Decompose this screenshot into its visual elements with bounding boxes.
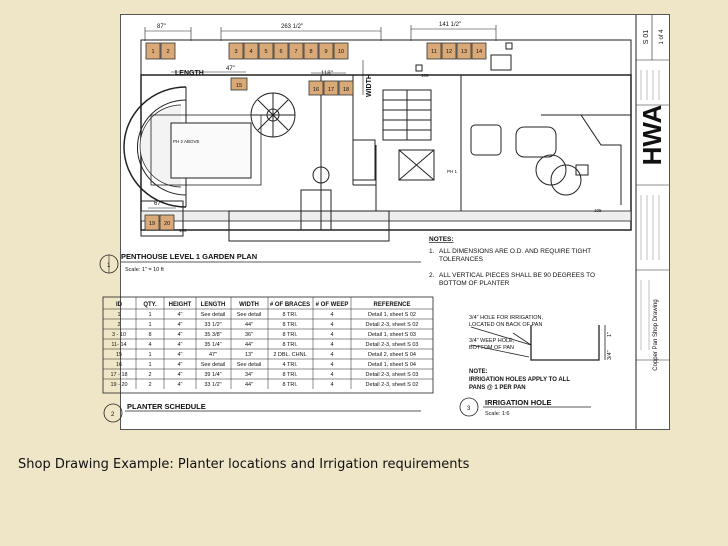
irrigation-note-line1: IRRIGATION HOLES APPLY TO ALL <box>469 377 571 383</box>
schedule-title: PLANTER SCHEDULE <box>127 402 206 411</box>
drawing-svg <box>107 15 669 429</box>
schedule-cell: 4" <box>177 372 183 378</box>
schedule-title-num: 2 <box>111 412 115 418</box>
schedule-cell: See detail <box>236 312 262 318</box>
planter-label: 9 <box>324 49 328 55</box>
slide-caption: Shop Drawing Example: Planter locations and Irrigation requirements <box>18 457 470 472</box>
schedule-cell: 2 <box>148 372 152 378</box>
schedule-cell: 4" <box>177 362 183 368</box>
hole-note-1: 3/4" HOLE FOR IRRIGATION, <box>469 315 543 321</box>
th-qty: QTY. <box>143 302 157 308</box>
schedule-cell: 4" <box>177 322 183 328</box>
ph1-label: PH 1 <box>447 169 458 174</box>
schedule-cell: 1 <box>148 322 152 328</box>
th-height: HEIGHT <box>168 302 192 308</box>
schedule-cell: Detail 2-3, sheet S 02 <box>365 382 419 388</box>
ph2-label: PH 2 ABOVE <box>173 139 200 144</box>
schedule-cell: 4 <box>330 342 334 348</box>
irrigation-note-line2: PANS @ 1 PER PAN <box>469 385 526 391</box>
schedule-cell: 15 <box>115 352 123 358</box>
notes-heading: NOTES: <box>429 236 454 243</box>
irrigation-scale: Scale: 1:6 <box>485 411 510 417</box>
schedule-cell: 8 TRI. <box>282 312 298 318</box>
sheet-page: 1 of 4 <box>659 29 665 45</box>
schedule-cell: 17 - 18 <box>110 372 128 378</box>
schedule-cell: 19 - 20 <box>110 382 128 388</box>
planter-label: 12 <box>445 49 453 55</box>
room-106: 106 <box>421 73 429 78</box>
schedule-cell: 4 <box>330 312 334 318</box>
schedule-cell: 4 <box>330 362 334 368</box>
planter-label: 10 <box>337 49 345 55</box>
schedule-cell: 35 1/4" <box>204 342 222 348</box>
schedule-cell: 47" <box>208 352 218 358</box>
schedule-cell: 33 1/2" <box>204 382 222 388</box>
dim-34: 3/4" <box>607 350 613 360</box>
note-2-num: 2. <box>429 272 435 279</box>
irrigation-note-heading: NOTE: <box>469 369 488 375</box>
schedule-cell: 4 <box>330 382 334 388</box>
schedule-cell: 1 <box>148 362 152 368</box>
room-105: 105 <box>594 208 602 213</box>
planter-label: 2 <box>166 49 170 55</box>
th-weep: # OF WEEP <box>315 302 349 308</box>
schedule-cell: 4" <box>177 382 183 388</box>
plan-title <box>100 252 421 273</box>
schedule-cell: 36" <box>244 332 254 338</box>
schedule-cell: See detail <box>200 362 226 368</box>
planter-label: 11 <box>431 49 437 55</box>
schedule-cell: 8 <box>148 332 152 338</box>
plan-title-num: 1 <box>107 263 111 269</box>
width-label: WIDTH <box>366 74 373 97</box>
planter-label: 17 <box>327 87 335 93</box>
schedule-cell: 1 <box>148 352 152 358</box>
schedule-cell: 44" <box>244 342 254 348</box>
weep-note-2: BOTTOM OF PAN <box>469 345 515 351</box>
note-2-line1: ALL VERTICAL PIECES SHALL BE 90 DEGREES TO <box>439 272 596 279</box>
schedule-cell: 44" <box>244 322 254 328</box>
th-braces: # OF BRACES <box>269 302 311 308</box>
dim-141: 141 1/2" <box>439 22 462 28</box>
planter-label: 6 <box>279 49 283 55</box>
note-2-line2: BOTTOM OF PLANTER <box>439 280 510 287</box>
schedule-cell: 8 TRI. <box>282 332 298 338</box>
sheet-number: S 01 <box>643 29 650 45</box>
schedule-cell: 13" <box>244 352 254 358</box>
drawing-sheet <box>107 14 670 430</box>
schedule-cell: See detail <box>236 362 262 368</box>
notes-block <box>429 236 595 287</box>
schedule-cell: 4" <box>177 332 183 338</box>
schedule-cell: 2 <box>148 382 152 388</box>
schedule-cell: Detail 2, sheet S 04 <box>367 352 417 358</box>
planter-label: 1 <box>151 49 155 55</box>
length-label: LENGTH <box>175 70 204 77</box>
project-title: Copper Pan Shop Drawing <box>653 299 659 371</box>
schedule-cell: 11- 14 <box>111 342 127 348</box>
planter-label: 3 <box>234 49 238 55</box>
schedule-cell: Detail 1, sheet S 02 <box>367 312 417 318</box>
planter-label: 18 <box>342 87 350 93</box>
schedule-cell: Detail 2-3, sheet S 03 <box>365 372 419 378</box>
planter-label: 20 <box>163 221 171 227</box>
schedule-cell: 4 <box>330 372 334 378</box>
schedule-cell: 4 <box>330 322 334 328</box>
planter-label: 7 <box>294 49 298 55</box>
hole-note-2: LOCATED ON BACK OF PAN <box>469 322 543 328</box>
irrigation-title-num: 3 <box>467 406 471 412</box>
schedule-cell: 2 DBL. CHNL <box>273 352 307 358</box>
planter-label: 15 <box>235 83 243 89</box>
schedule-cell: 35 3/8" <box>204 332 222 338</box>
schedule-cell: 4 <box>330 332 334 338</box>
schedule-cell: 8 TRI. <box>282 322 298 328</box>
planter-label: 16 <box>312 87 320 93</box>
north-terrace <box>141 40 631 75</box>
th-reference: REFERENCE <box>373 302 411 308</box>
dim-263: 263 1/2" <box>281 24 304 30</box>
schedule-cell: 1 <box>148 312 152 318</box>
schedule-cell: 8 TRI. <box>282 382 298 388</box>
schedule-cell: 2 <box>117 322 121 328</box>
planter-label: 4 <box>249 49 253 55</box>
schedule-cell: See detail <box>200 312 226 318</box>
note-1-line1: ALL DIMENSIONS ARE O.D. AND REQUIRE TIGHT <box>439 248 592 255</box>
schedule-cell: 33 1/2" <box>204 322 222 328</box>
room-105b: 105 <box>179 228 187 233</box>
schedule-cell: 4" <box>177 352 183 358</box>
schedule-cell: 39 1/4" <box>204 372 222 378</box>
plan-scale: Scale: 1" = 10 ft <box>125 267 164 273</box>
schedule-header <box>116 302 411 308</box>
planter-label: 13 <box>460 49 468 55</box>
schedule-cell: 4" <box>177 312 183 318</box>
hwa-logo: HWA <box>637 104 667 166</box>
schedule-cell: 4 TRI. <box>282 362 298 368</box>
dim-118: 118" <box>321 71 333 77</box>
dim-1in: 1" <box>607 331 613 337</box>
plan-title-text: PENTHOUSE LEVEL 1 GARDEN PLAN <box>121 252 258 261</box>
planter-label: 14 <box>475 49 483 55</box>
note-1-line2: TOLERANCES <box>439 256 483 263</box>
th-width: WIDTH <box>239 302 259 308</box>
planter-schedule <box>103 297 433 422</box>
dim-67: 67" <box>154 201 163 207</box>
irrigation-title: IRRIGATION HOLE <box>485 398 552 407</box>
irrigation-detail <box>460 315 613 417</box>
dim-47: 47" <box>226 66 235 72</box>
th-length: LENGTH <box>200 302 226 308</box>
title-block <box>636 15 669 429</box>
weep-note-1: 3/4" WEEP HOLE, <box>469 338 515 344</box>
schedule-cell: 4 <box>330 352 334 358</box>
schedule-cell: 4" <box>177 342 183 348</box>
schedule-cell: Detail 1, sheet S 04 <box>367 362 417 368</box>
schedule-cell: 3 - 10 <box>111 332 127 338</box>
schedule-cell: Detail 2-3, sheet S 03 <box>365 342 419 348</box>
th-id: ID <box>116 302 122 308</box>
planter-label: 8 <box>309 49 313 55</box>
planter-label: 19 <box>148 221 156 227</box>
schedule-cell: 8 TRI. <box>282 342 298 348</box>
note-1-num: 1. <box>429 248 435 255</box>
schedule-cell: 34" <box>244 372 254 378</box>
schedule-cell: 16 <box>115 362 123 368</box>
schedule-body <box>110 312 418 388</box>
schedule-cell: Detail 2-3, sheet S 02 <box>365 322 419 328</box>
schedule-cell: 8 TRI. <box>282 372 298 378</box>
schedule-cell: 4 <box>148 342 152 348</box>
dim-87: 87" <box>157 24 166 30</box>
schedule-cell: Detail 1, sheet S 03 <box>367 332 417 338</box>
south-terrace <box>141 211 631 221</box>
schedule-cell: 44" <box>244 382 254 388</box>
schedule-cell: 1 <box>117 312 121 318</box>
planter-label: 5 <box>264 49 268 55</box>
